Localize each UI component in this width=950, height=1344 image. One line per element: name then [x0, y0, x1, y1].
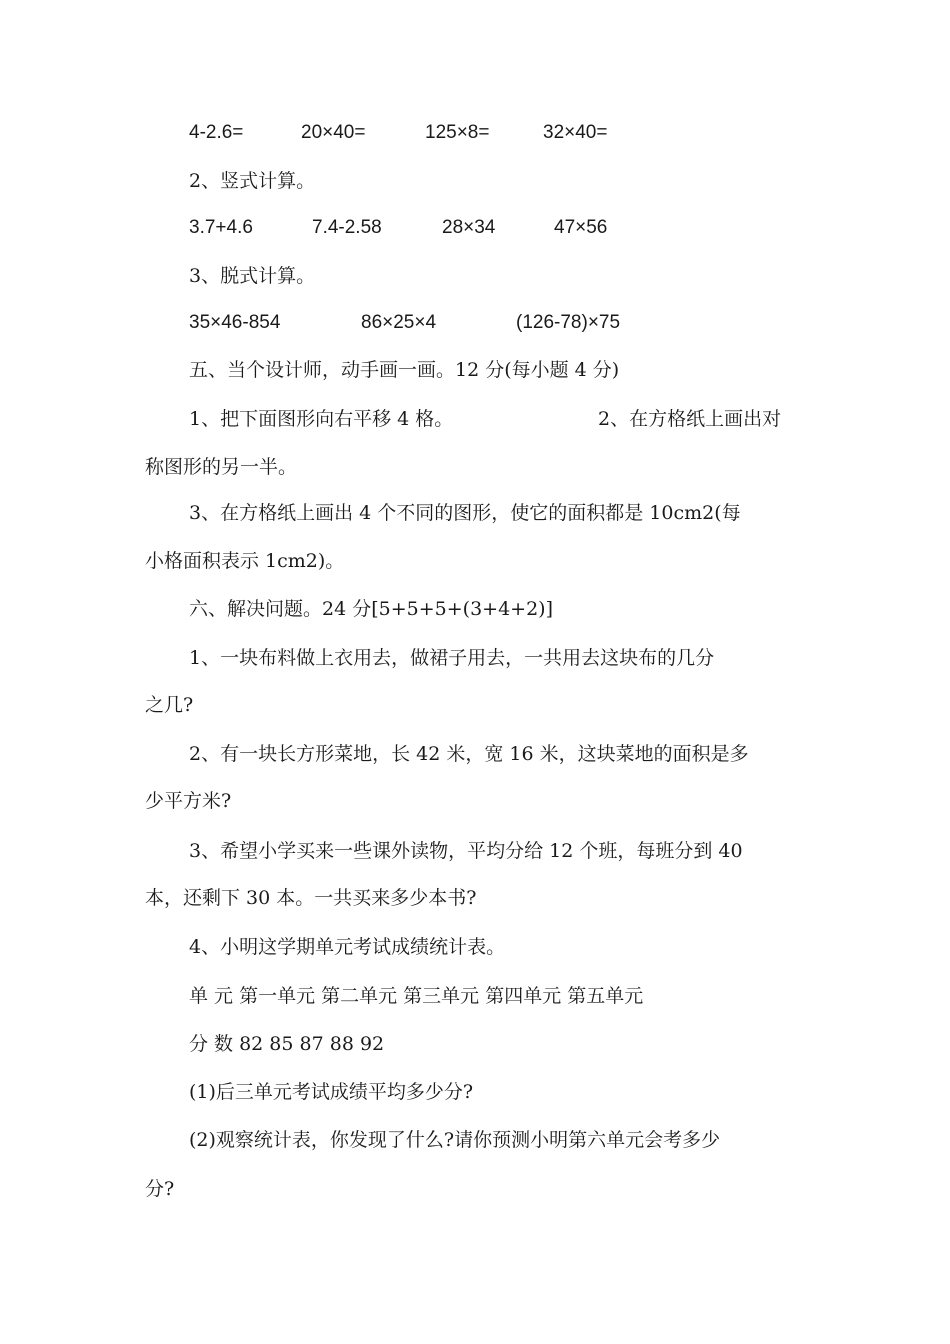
stepwise-calc-row	[189, 310, 789, 336]
problem-3: 3、希望小学买来一些课外读物，平均分给 12 个班，每班分到 40	[189, 840, 743, 862]
problem-4-sub-2: (2)观察统计表，你发现了什么?请你预测小明第六单元会考多少	[189, 1129, 721, 1151]
problem-4-title: 4、小明这学期单元考试成绩统计表。	[189, 936, 506, 958]
problem-1-cont: 之几?	[145, 694, 194, 716]
vertical-calc-item: 28×34	[442, 217, 496, 238]
section-5-item-2: 2、在方格纸上画出对	[598, 408, 782, 430]
section-5-item-2-cont: 称图形的另一半。	[145, 456, 298, 478]
problem-4-sub-1: (1)后三单元考试成绩平均多少分?	[189, 1081, 474, 1103]
problem-2-cont: 少平方米?	[145, 790, 232, 812]
section-5-item-3-cont: 小格面积表示 1cm2)。	[145, 550, 345, 572]
stepwise-calc-item: (126-78)×75	[516, 312, 621, 333]
oral-calc-item: 20×40=	[301, 122, 366, 143]
section-5-item-1: 1、把下面图形向右平移 4 格。	[189, 408, 454, 430]
vertical-calc-row	[189, 215, 789, 241]
vertical-calc-item: 47×56	[554, 217, 608, 238]
problem-3-cont: 本，还剩下 30 本。一共买来多少本书?	[145, 887, 477, 909]
oral-calc-row	[189, 120, 789, 146]
problem-1: 1、一块布料做上衣用去，做裙子用去，一共用去这块布的几分	[189, 647, 715, 669]
section-5-item-3: 3、在方格纸上画出 4 个不同的图形，使它的面积都是 10cm2(每	[189, 502, 741, 524]
problem-2: 2、有一块长方形菜地，长 42 米，宽 16 米，这块菜地的面积是多	[189, 743, 749, 765]
oral-calc-item: 4-2.6=	[189, 122, 244, 143]
score-table-header: 单 元 第一单元 第二单元 第三单元 第四单元 第五单元	[189, 985, 644, 1007]
oral-calc-item: 125×8=	[425, 122, 490, 143]
vertical-calc-item: 7.4-2.58	[312, 217, 382, 238]
stepwise-calc-item: 86×25×4	[361, 312, 437, 333]
vertical-calc-item: 3.7+4.6	[189, 217, 253, 238]
oral-calc-item: 32×40=	[543, 122, 608, 143]
section-6-title: 六、解决问题。24 分[5+5+5+(3+4+2)]	[189, 598, 553, 620]
stepwise-calc-item: 35×46-854	[189, 312, 281, 333]
section-5-title: 五、当个设计师，动手画一画。12 分(每小题 4 分)	[189, 359, 620, 381]
question-3-title: 3、脱式计算。	[189, 265, 316, 287]
score-table-scores: 分 数 82 85 87 88 92	[189, 1033, 385, 1055]
problem-4-sub-2-cont: 分?	[145, 1178, 175, 1200]
question-2-title: 2、竖式计算。	[189, 170, 316, 192]
